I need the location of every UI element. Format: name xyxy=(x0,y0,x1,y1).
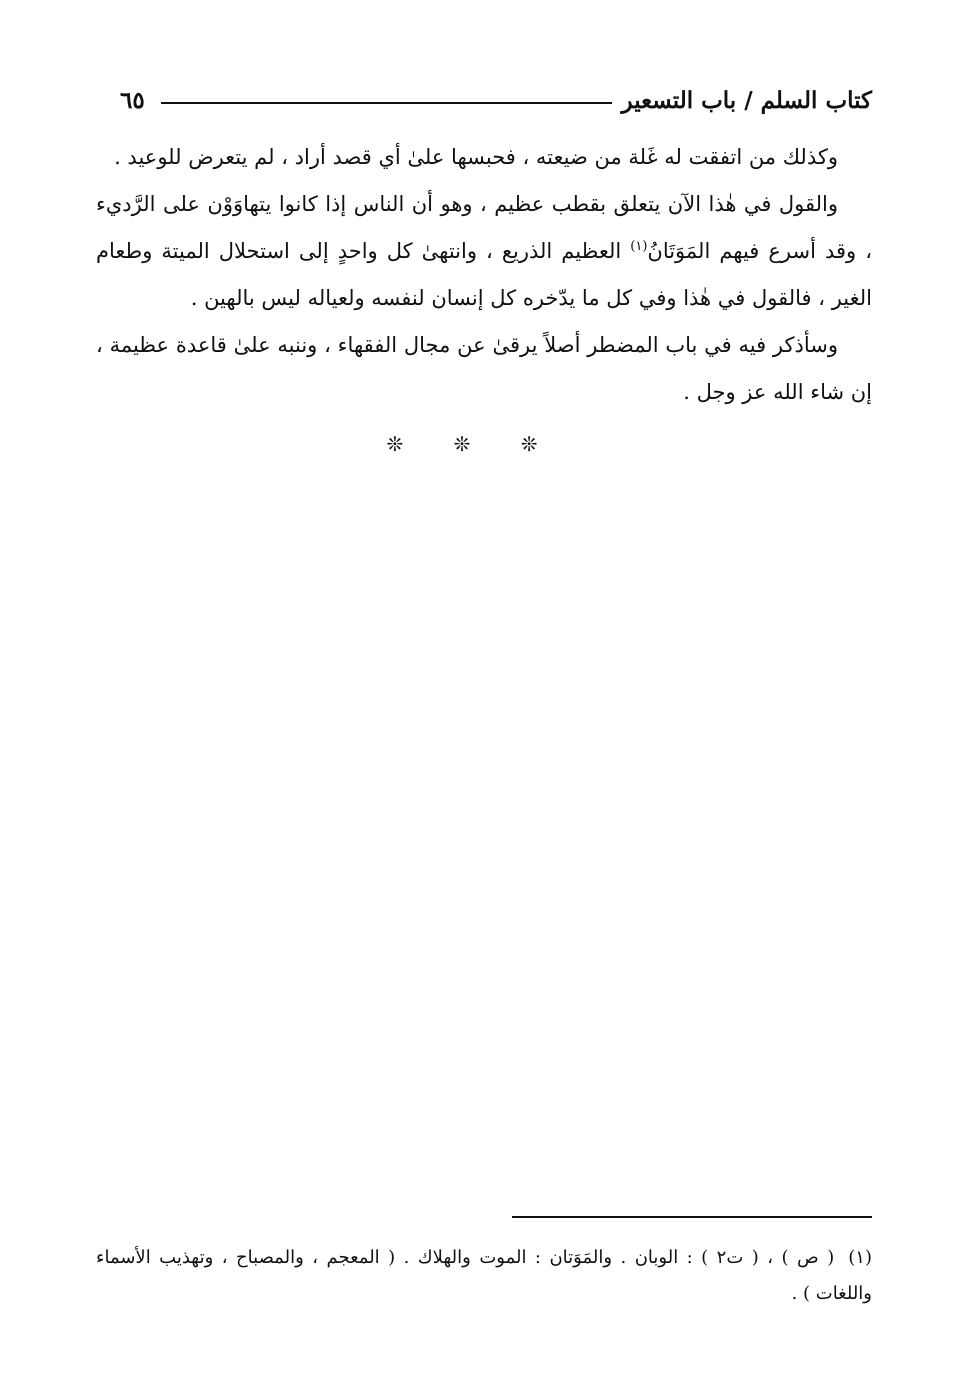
section-separator: ❊ ❊ ❊ xyxy=(386,432,560,456)
running-title: كتاب السلم / باب التسعير xyxy=(621,86,872,114)
paragraph-2-before: والقول في هٰذا الآن يتعلق بقطب عظيم ، وهو أن الناس إذا كانوا يتهاوَوْن على الرَّديء ، وقد أسرع فيهم المَوَتَانُ xyxy=(96,192,872,263)
page-number: ٦٥ xyxy=(120,86,145,114)
header-rule xyxy=(161,102,612,104)
paragraph-2 xyxy=(96,181,872,322)
paragraph-3: وسأذكر فيه في باب المضطر أصلاً يرقىٰ عن مجال الفقهاء ، وننبه علىٰ قاعدة عظيمة ، إن شاء الله عز وجل . xyxy=(96,333,872,404)
paragraph-1: وكذلك من اتفقت له غَلة من ضيعته ، فحبسها علىٰ أي قصد أراد ، لم يتعرض للوعيد . xyxy=(114,145,838,169)
footnote-reference[interactable]: (١) xyxy=(630,239,648,254)
footnote xyxy=(96,1240,872,1312)
page-header xyxy=(120,80,872,120)
footnote-text: ( ص ) ، ( ت٢ ) : الوبان . والمَوَتان : الموت والهلاك . ( المعجم ، والمصباح ، وتهذيب الأسماء واللغات ) . xyxy=(96,1247,872,1304)
paragraph-2-after: العظيم الذريع ، وانتهىٰ كل واحدٍ إلى استحلال الميتة وطعام الغير ، فالقول في هٰذا وفي كل ما يدّخره كل إنسان لنفسه ولعياله ليس بالهين . xyxy=(96,239,872,310)
footnote-number: (١) xyxy=(848,1247,872,1268)
footnote-rule xyxy=(512,1216,872,1218)
body-text xyxy=(96,134,872,464)
